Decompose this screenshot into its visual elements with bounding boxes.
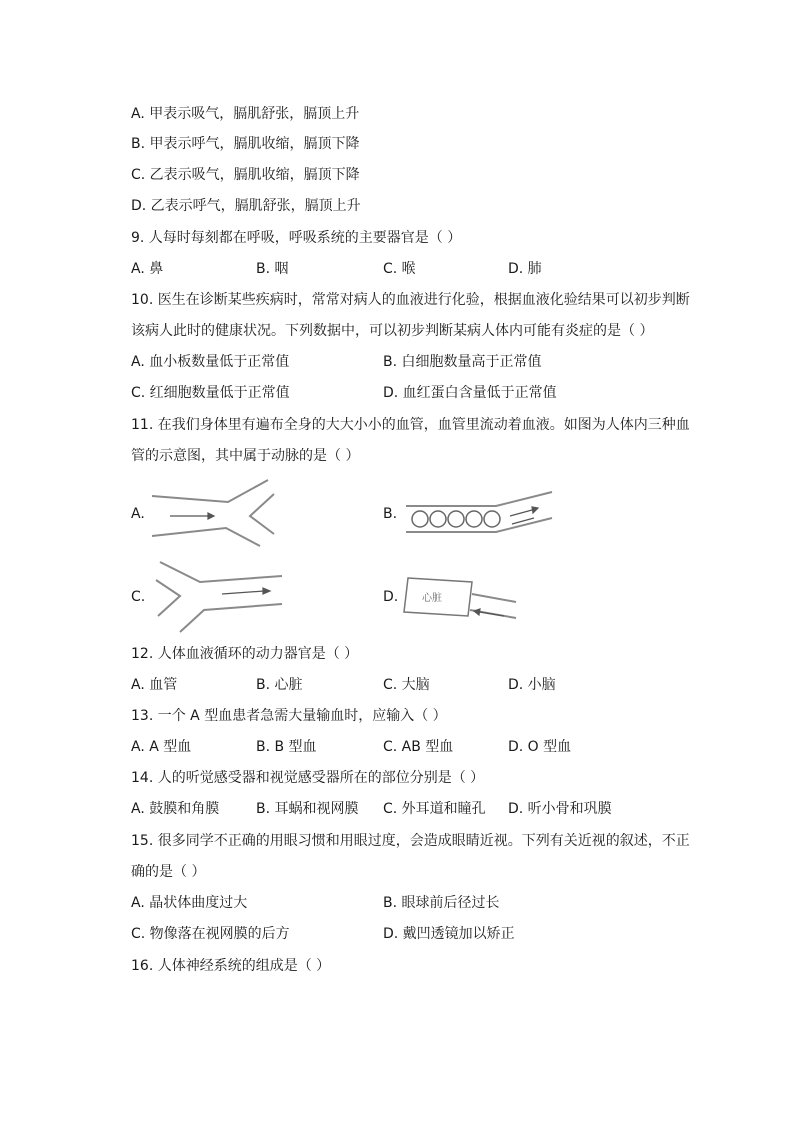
q11-figure-b-arrowhead-1: [532, 507, 538, 513]
q11-figure-c-arrowhead: [263, 588, 270, 594]
q14-option-c: C. 外耳道和瞳孔: [383, 801, 486, 817]
q11-figure-a-lower-wall: [152, 528, 260, 546]
q11-figure-b-cell-1: [412, 511, 428, 527]
q8-option-d: D. 乙表示呼气，膈肌舒张，膈顶上升: [131, 198, 361, 214]
q11-figure-b-cell-5: [484, 511, 500, 527]
q11-figure-a-diagram: [150, 478, 280, 550]
q11-figure-a-upper-wall: [152, 480, 268, 502]
q11-figure-a-branch-tip: [250, 494, 274, 534]
q11-figure-c-label: C.: [131, 589, 146, 605]
q11-figure-b-cell-4: [466, 511, 482, 527]
q9-option-b: B. 咽: [256, 261, 289, 277]
q11-figure-d-label: D.: [383, 589, 399, 605]
q14-stem: 14. 人的听觉感受器和视觉感受器所在的部位分别是（ ）: [131, 770, 485, 786]
q13-option-a: A. A 型血: [131, 739, 192, 755]
q15-option-a: A. 晶状体曲度过大: [131, 895, 248, 911]
q9-stem: 9. 人每时每刻都在呼吸，呼吸系统的主要器官是（ ）: [131, 230, 462, 246]
q10-option-a: A. 血小板数量低于正常值: [131, 354, 290, 370]
q13-option-c: C. AB 型血: [383, 739, 454, 755]
q12-option-a: A. 血管: [131, 677, 178, 693]
q12-option-b: B. 心脏: [256, 677, 303, 693]
q11-figure-b-cell-3: [448, 511, 464, 527]
q9-option-d: D. 肺: [508, 261, 542, 277]
q11-figure-c-diagram: [150, 560, 290, 636]
q11-figure-b-diagram: [404, 488, 554, 536]
q11-figure-a-arrowhead: [208, 513, 214, 519]
q11-figure-d-diagram: [404, 574, 520, 622]
q15-option-c: C. 物像落在视网膜的后方: [131, 926, 290, 942]
q11-figure-d-upper-wall: [472, 594, 516, 602]
q15-option-b: B. 眼球前后径过长: [383, 895, 500, 911]
q11-figure-d-heart-label: 心脏: [422, 593, 442, 604]
q10-stem-line1: 10. 医生在诊断某些疾病时，常常对病人的血液进行化验，根据血液化验结果可以初步判断: [131, 292, 690, 308]
q12-option-d: D. 小脑: [508, 677, 556, 693]
q10-option-c: C. 红细胞数量低于正常值: [131, 385, 290, 401]
q13-option-d: D. O 型血: [508, 739, 572, 755]
q11-figure-b-cell-2: [430, 511, 446, 527]
q11-figure-a-label: A.: [131, 506, 145, 522]
q14-option-d: D. 听小骨和巩膜: [508, 801, 612, 817]
q11-figure-c-upper-wall: [160, 562, 282, 582]
q16-stem: 16. 人体神经系统的组成是（ ）: [131, 958, 331, 974]
q11-stem-line1: 11. 在我们身体里有遍布全身的大大小小的血管，血管里流动着血液。如图为人体内三种血: [131, 417, 690, 433]
q11-figure-c-flow-arrow: [222, 591, 264, 594]
q9-option-a: A. 鼻: [131, 261, 164, 277]
q10-stem-line2: 该病人此时的健康状况。下列数据中，可以初步判断某病人体内可能有炎症的是（ ）: [131, 323, 654, 339]
q11-figure-c-branch-tip: [156, 580, 180, 616]
q8-option-a: A. 甲表示吸气，膈肌舒张，膈顶上升: [131, 106, 360, 122]
q14-option-b: B. 耳蜗和视网膜: [256, 801, 359, 817]
q9-option-c: C. 喉: [383, 261, 416, 277]
q11-figure-b-label: B.: [383, 506, 398, 522]
q15-option-d: D. 戴凹透镜加以矫正: [383, 926, 515, 942]
q11-figure-d-flow-arrow: [480, 612, 504, 616]
q14-option-a: A. 鼓膜和角膜: [131, 801, 220, 817]
q15-stem-line1: 15. 很多同学不正确的用眼习惯和用眼过度，会造成眼睛近视。下列有关近视的叙述，不正: [131, 833, 690, 849]
q11-stem-line2: 管的示意图，其中属于动脉的是（ ）: [131, 448, 360, 464]
q11-figure-b-upper-wall: [406, 492, 552, 506]
q8-option-c: C. 乙表示吸气，膈肌收缩，膈顶下降: [131, 167, 360, 183]
q15-stem-line2: 确的是（ ）: [131, 864, 206, 880]
q13-option-b: B. B 型血: [256, 739, 317, 755]
q11-figure-b-flow-arrow-1: [510, 510, 532, 516]
q13-stem: 13. 一个 A 型血患者急需大量输血时，应输入（ ）: [131, 708, 447, 724]
q8-option-b: B. 甲表示呼气，膈肌收缩，膈顶下降: [131, 136, 360, 152]
q10-option-d: D. 血红蛋白含量低于正常值: [383, 385, 557, 401]
q12-stem: 12. 人体血液循环的动力器官是（ ）: [131, 646, 359, 662]
q11-figure-c-lower-wall: [180, 604, 282, 632]
q12-option-c: C. 大脑: [383, 677, 430, 693]
q10-option-b: B. 白细胞数量高于正常值: [383, 354, 542, 370]
